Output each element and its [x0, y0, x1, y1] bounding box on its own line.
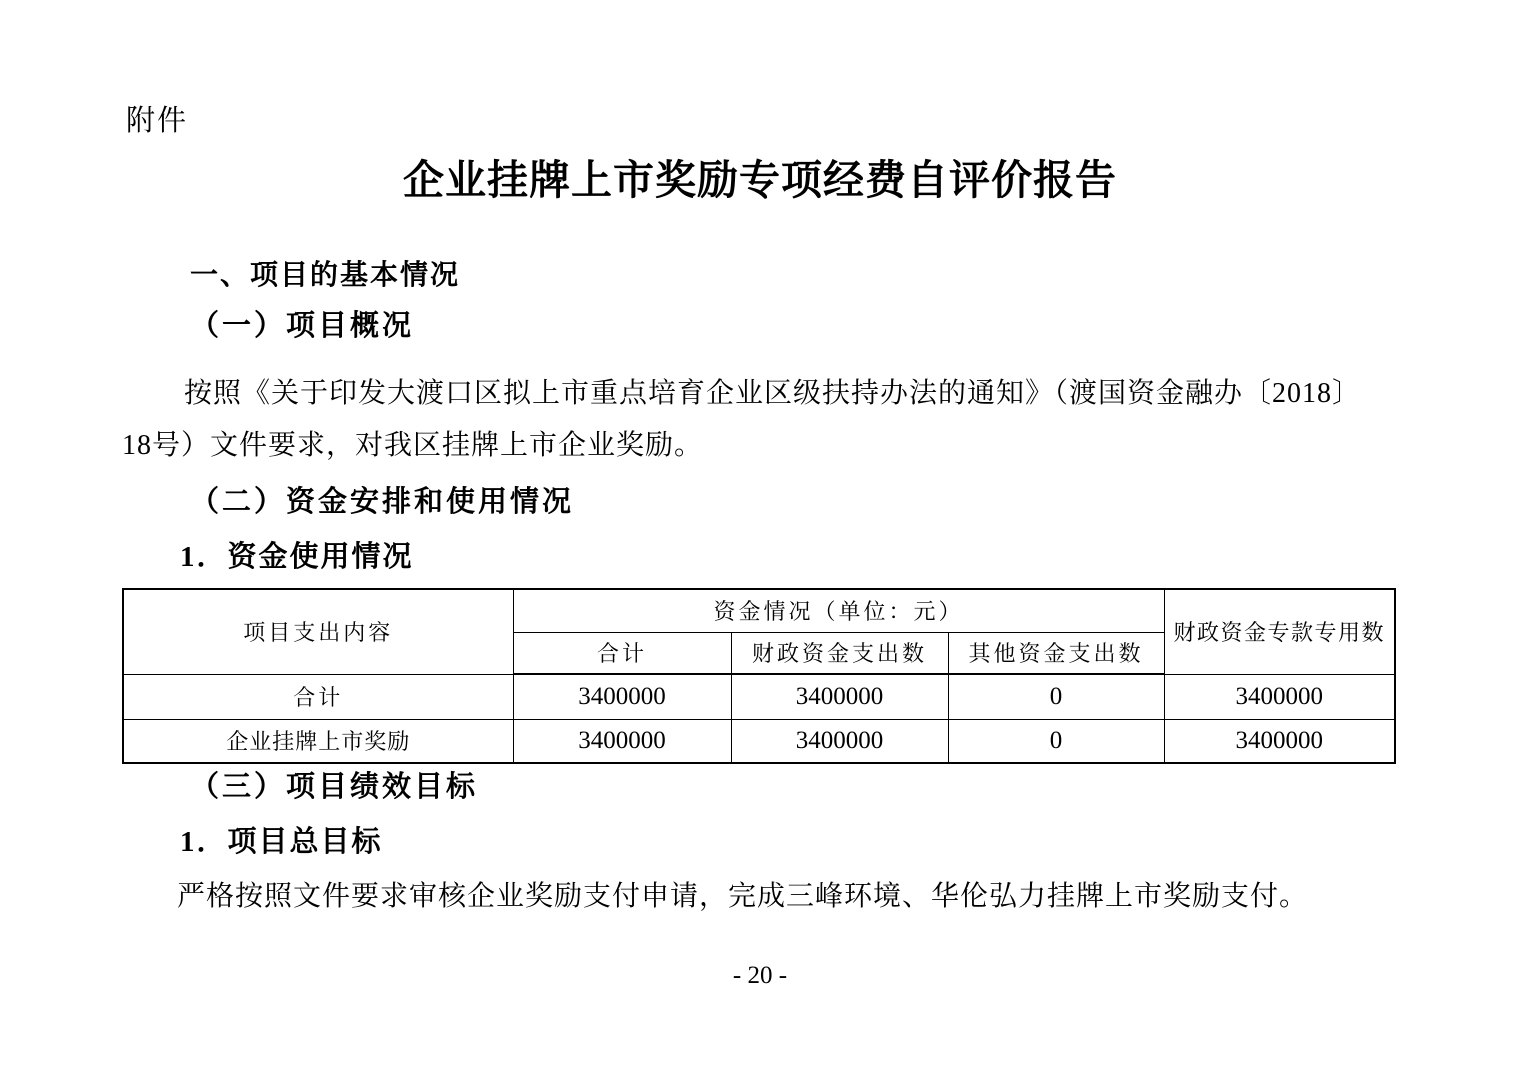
table-row — [123, 719, 1395, 763]
table-row — [123, 674, 1395, 719]
document-title: 企业挂牌上市奖励专项经费自评价报告 — [403, 157, 1117, 203]
cell-fiscal: 3400000 — [731, 674, 948, 719]
attachment-label: 附件 — [126, 105, 189, 137]
heading-basic-info: 一、项目的基本情况 — [190, 259, 461, 290]
heading-fund-usage: 1．资金使用情况 — [180, 541, 414, 573]
heading-project-overview: （一）项目概况 — [190, 310, 415, 342]
table-header-row-group — [123, 589, 1395, 632]
cell-total: 3400000 — [513, 674, 731, 719]
column-header-other-expenditure: 其他资金支出数 — [948, 632, 1164, 674]
cell-fiscal: 3400000 — [731, 719, 948, 763]
paragraph-overall-goal — [122, 871, 1412, 923]
page-number: - 20 - — [732, 962, 788, 989]
row-label: 合计 — [123, 674, 513, 719]
paragraph-project-overview — [122, 368, 1412, 472]
fund-usage-table — [122, 588, 1396, 764]
paragraph-line: 按照《关于印发大渡口区拟上市重点培育企业区级扶持办法的通知》（渡国资金融办〔2018〕 — [184, 378, 1362, 409]
column-header-expense-content: 项目支出内容 — [123, 589, 513, 674]
paragraph-line: 严格按照文件要求审核企业奖励支付申请，完成三峰环境、华伦弘力挂牌上市奖励支付。 — [177, 881, 1309, 912]
heading-fund-arrangement: （二）资金安排和使用情况 — [190, 486, 575, 518]
paragraph-line: 18号）文件要求，对我区挂牌上市企业奖励。 — [122, 430, 704, 461]
cell-dedicated: 3400000 — [1164, 719, 1395, 763]
column-header-fiscal-expenditure: 财政资金支出数 — [731, 632, 948, 674]
heading-performance-goals: （三）项目绩效目标 — [190, 771, 479, 803]
cell-total: 3400000 — [513, 719, 731, 763]
column-header-total: 合计 — [513, 632, 731, 674]
column-header-dedicated-funds: 财政资金专款专用数 — [1164, 589, 1395, 674]
column-group-header-funds: 资金情况（单位：元） — [513, 589, 1164, 632]
cell-dedicated: 3400000 — [1164, 674, 1395, 719]
cell-other: 0 — [948, 674, 1164, 719]
heading-overall-goal: 1．项目总目标 — [180, 826, 383, 858]
cell-other: 0 — [948, 719, 1164, 763]
row-label: 企业挂牌上市奖励 — [123, 719, 513, 763]
